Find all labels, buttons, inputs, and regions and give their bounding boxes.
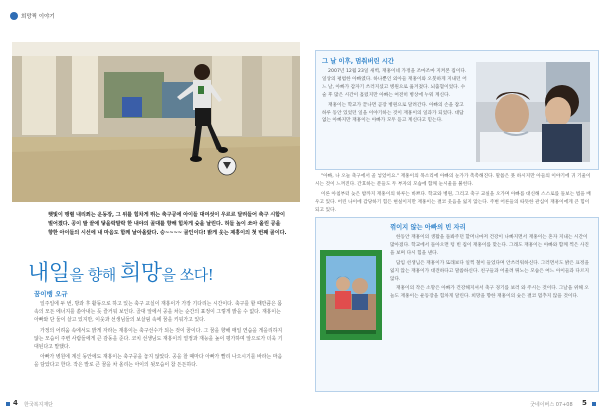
body-paragraph: 가정의 어려움 속에서도 밝게 자라는 재홍이는 축구선수가 되는 것이 꿈이다. 그 꿈을 향해 매일 연습을 게을리하지 않는 모습이 주변 사람들에게 큰 감동을 준다. 코치 선생님도 재홍이의 열정과 재능을 높이 평가하며 앞으로가 더욱 기대된다고 말했다. bbox=[34, 327, 283, 351]
headline-part: 을 쏘다! bbox=[161, 266, 214, 284]
box-paragraph: 재홍이의 작은 소망은 아빠가 건강해지셔서 축구 경기를 보러 와 주시는 것이다. 그날을 위해 오늘도 재홍이는 운동장을 힘차게 달린다. 희망을 향한 재홍이의 슛은 결코 멈추지 않을 것이다. bbox=[390, 286, 589, 300]
right-page bbox=[300, 0, 600, 417]
body-paragraph: 아빠가 병원에 계신 동안에도 재홍이는 축구공을 놓지 않았다. 공을 찰 때마다 아빠가 빨리 나으시기를 바라는 마음을 담았다고 한다. 작은 발로 큰 꿈을 차 올리는 아이의 뒷모습이 참 든든하다. bbox=[34, 354, 283, 369]
framed-photo bbox=[320, 250, 382, 340]
box-paragraph: 담임 선생님은 재홍이가 또래보다 일찍 철이 들었다며 안쓰러워하신다. 그러면서도 밝은 표정을 잃지 않는 재홍이가 대견하다고 말씀하신다. 친구들과 어울려 뛰노는 모습은 여느 아이들과 다르지 않다. bbox=[390, 260, 590, 282]
category-label: 희망찍 이야기 bbox=[21, 14, 55, 20]
footer-mark-icon bbox=[592, 402, 596, 406]
body-paragraph: 일주일에 두 번, 방과 후 활동으로 하고 있는 축구 교실이 재홍이가 가장 기다리는 시간이다. 축구를 할 때만큼은 몸 속의 모든 에너지를 쏟아내는 듯 즐거워 보인다. 골대 앞에서 공을 차는 순간의 표정이 그렇게 밝을 수 없다. 재홍이는 아빠와 단 둘이 살고 있지만, 이웃과 선생님들의 보살핌 속에 꿈을 키워가고 있다. bbox=[34, 301, 283, 324]
main-headline bbox=[28, 256, 213, 287]
footer-mark-icon bbox=[6, 402, 10, 406]
headline-part: 내일 bbox=[28, 261, 70, 286]
category-dot-icon bbox=[10, 12, 18, 20]
body-text bbox=[34, 300, 284, 372]
body-paragraph: "아빠, 나 오늘 축구에서 골 넣었어요." 재홍이의 목소리에 아빠의 눈가가 촉촉해진다. 말씀은 못 하시지만 아들의 이야기에 귀 기울이시는 것이 느껴진다. 간호하는 분들도 두 부자의 모습에 함께 눈시울을 붉힌다. bbox=[315, 174, 591, 187]
section-title: 꿈이뱅 오규 bbox=[34, 290, 68, 298]
box-paragraph: 재홍이는 학교가 끝나면 곧장 병원으로 달려간다. 아빠의 손을 잡고 하루 동안 있었던 일을 이야기하는 것이 재홍이의 일과가 되었다. 대답 없는 아빠지만 재홍이는 아빠가 모두 듣고 계신다고 믿는다. bbox=[322, 102, 464, 124]
box-paragraph: 한동안 재홍이의 생활을 돌봐주던 할머니마저 건강이 나빠지면서 재홍이는 혼자 지내는 시간이 많아졌다. 학교에서 돌아오면 텅 빈 집이 재홍이를 맞는다. 그래도 재홍이는 아빠와 함께 찍은 사진을 보며 다시 힘을 낸다. bbox=[390, 235, 589, 256]
box1-title: 그 날 이후, 멈춰버린 시간 bbox=[322, 58, 394, 65]
footer-right: 굿네이버스 07+08 bbox=[530, 402, 573, 408]
headline-part: 을 향해 bbox=[69, 266, 121, 284]
body-paragraph: 이른 아침부터 늦은 밤까지 재홍이의 하루는 바쁘다. 학교와 병원, 그리고 축구 교실을 오가며 아빠를 대신해 스스로를 돌보는 법을 배우고 있다. 어린 나이에 감당하기 힘든 현실이지만 재홍이는 결코 웃음을 잃지 않는다. 주변 어른들의 따뜻한 관심이 재홍이에게 큰 힘이 되고 있다. bbox=[315, 191, 591, 213]
box2-title: 꺾이지 않는 아빠의 빈 자리 bbox=[390, 224, 466, 231]
headline-emphasis: 희망 bbox=[120, 261, 162, 286]
caption-line: 향한 아이들의 시선에 내 마음도 함께 날아올랐다. 승~~~~ 골인이다! 밝게 웃는 제홍이의 첫 번째 골이다. bbox=[48, 230, 287, 236]
box-paragraph: 2007년 12월 23일 새벽, 재홍이네 가정을 조마조마 지켜본 집이다. 일상의 평범한 아빠였다. 하나뿐인 외아들 재홍이와 오붓하게 지내던 어느 날, 아빠가 갑자기 쓰러지셨고 병원으로 옮겨졌다. 뇌출혈이었다. 수술 후 많은 시간이 흘렀지만 아빠는 여전히 병상에 누워 계신다. bbox=[322, 69, 467, 98]
right-body-text bbox=[315, 173, 595, 217]
category-tag bbox=[10, 12, 55, 20]
box2-text bbox=[390, 234, 592, 303]
page-number-right: 5 bbox=[582, 399, 587, 407]
box1-text bbox=[322, 68, 468, 127]
soccer-boy-photo bbox=[12, 42, 300, 202]
photo-caption bbox=[48, 211, 296, 238]
caption-line: 햇빛이 맹렬 내리쬐는 운동장, 그 위를 힘차게 뛰는 축구공에 아이들 대여섯이 우르르 달려들어 축구 시합이 bbox=[48, 212, 285, 218]
hospital-photo bbox=[476, 62, 590, 162]
caption-line: 벌어졌다. 공이 발 끝에 닿을락말락 한 내야의 골대를 향해 힘차게 슛을 날린다. 허들 높이 쏘아 올린 공을 bbox=[48, 221, 281, 227]
page-number-left: 4 bbox=[13, 399, 18, 407]
footer-left: 한국복지재단 bbox=[24, 402, 53, 408]
